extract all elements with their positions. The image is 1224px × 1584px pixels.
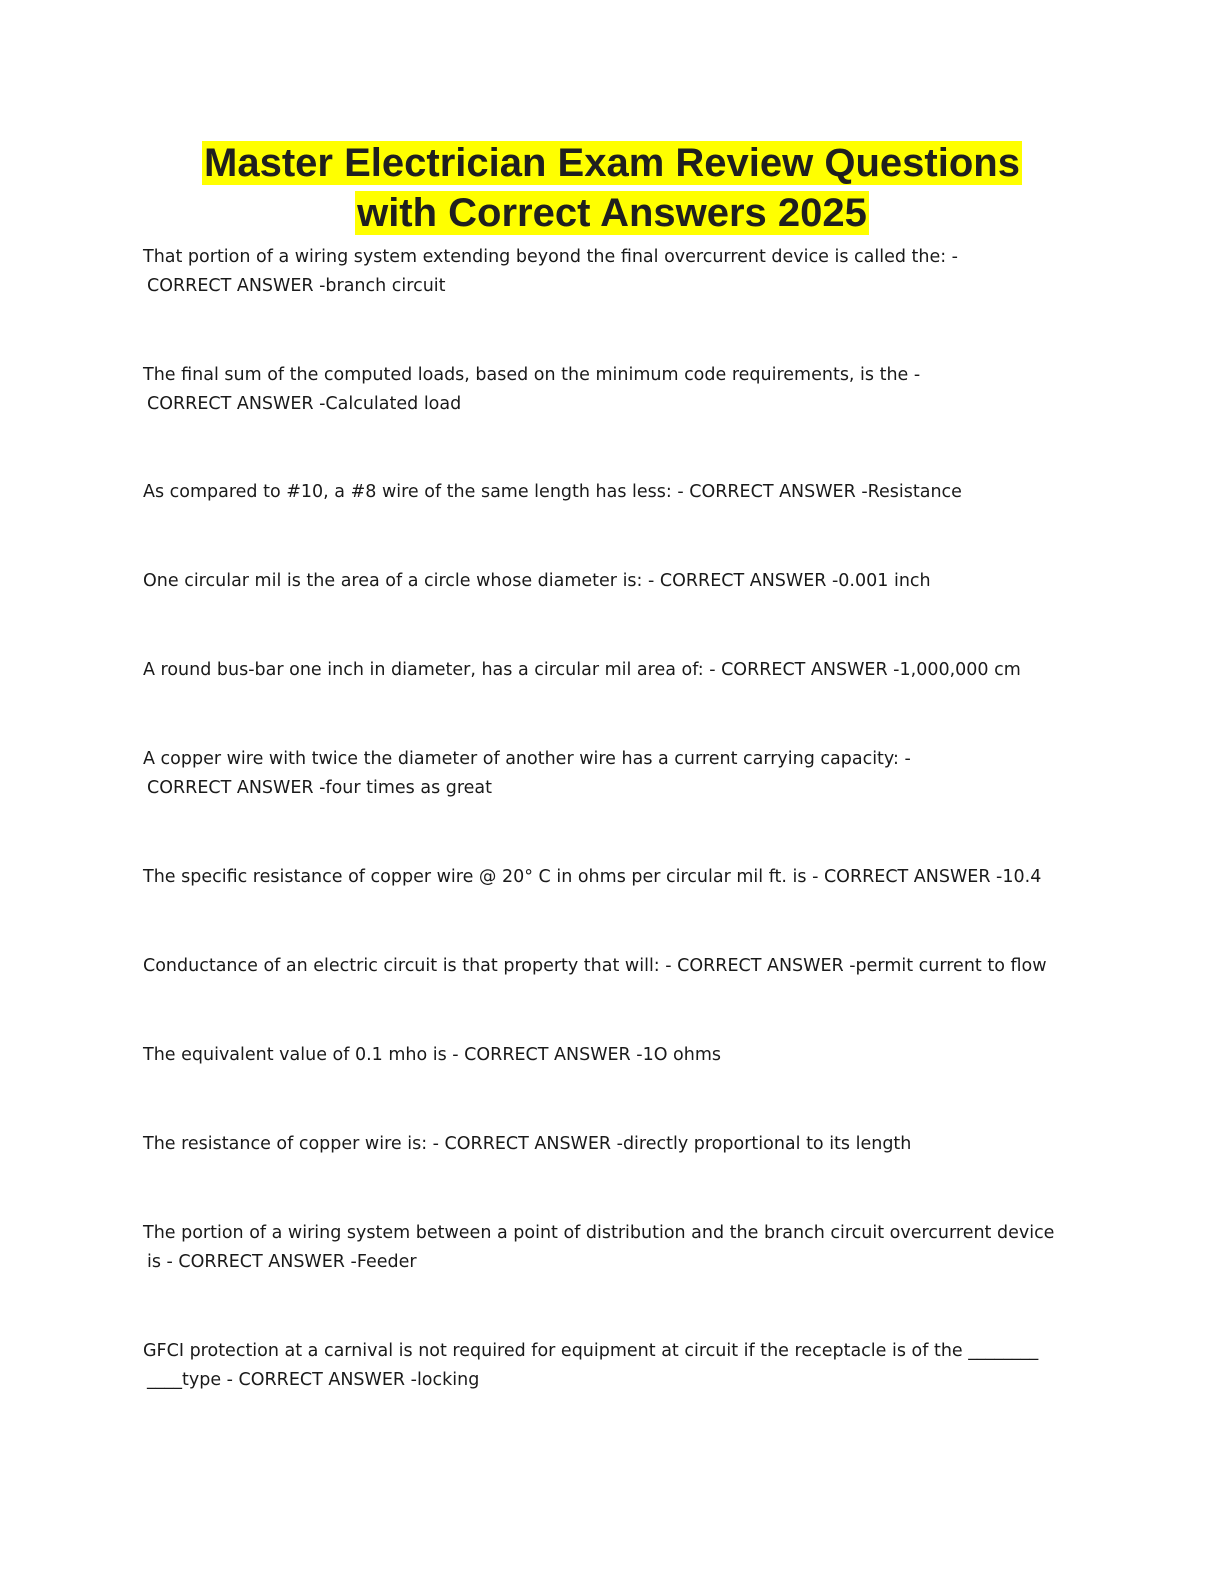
title-line-1: Master Electrician Exam Review Questions bbox=[204, 141, 1020, 185]
title-line-2: with Correct Answers 2025 bbox=[357, 191, 867, 235]
answer-text: CORRECT ANSWER -branch circuit bbox=[147, 276, 446, 296]
qa-item-12 bbox=[143, 1337, 1083, 1395]
question-text: A copper wire with twice the diameter of another wire has a current carrying capacity: - bbox=[143, 749, 911, 769]
qa-item-6 bbox=[143, 745, 1083, 803]
question-text: The final sum of the computed loads, based on the minimum code requirements, is the - bbox=[143, 365, 921, 385]
qa-item-10 bbox=[143, 1130, 1083, 1159]
qa-item-2 bbox=[143, 361, 1083, 419]
qa-item-1 bbox=[143, 243, 1083, 301]
answer-text: ____type - CORRECT ANSWER -locking bbox=[147, 1370, 480, 1390]
question-text: The equivalent value of 0.1 mho is - CORRECT ANSWER -1O ohms bbox=[143, 1045, 722, 1065]
question-text: GFCI protection at a carnival is not required for equipment at circuit if the receptacle is of the ________ bbox=[143, 1341, 1039, 1361]
qa-item-5 bbox=[143, 656, 1083, 685]
qa-item-9 bbox=[143, 1041, 1083, 1070]
qa-item-8 bbox=[143, 952, 1083, 981]
question-text: That portion of a wiring system extending beyond the final overcurrent device is called the: - bbox=[143, 247, 958, 267]
question-text: Conductance of an electric circuit is that property that will: - CORRECT ANSWER -permit current to flow bbox=[143, 956, 1047, 976]
question-text: A round bus-bar one inch in diameter, has a circular mil area of: - CORRECT ANSWER -1,000,000 cm bbox=[143, 660, 1021, 680]
question-text: One circular mil is the area of a circle whose diameter is: - CORRECT ANSWER -0.001 inch bbox=[143, 571, 931, 591]
question-text: The resistance of copper wire is: - CORRECT ANSWER -directly proportional to its length bbox=[143, 1134, 912, 1154]
question-text: As compared to #10, a #8 wire of the same length has less: - CORRECT ANSWER -Resistance bbox=[143, 482, 962, 502]
qa-item-4 bbox=[143, 567, 1083, 596]
answer-text: CORRECT ANSWER -four times as great bbox=[147, 778, 493, 798]
document-title bbox=[100, 138, 1124, 238]
answer-text: is - CORRECT ANSWER -Feeder bbox=[147, 1252, 417, 1272]
question-text: The specific resistance of copper wire @ 20° C in ohms per circular mil ft. is - CORRECT ANSWER -10.4 bbox=[143, 867, 1042, 887]
qa-item-11 bbox=[143, 1219, 1083, 1277]
answer-text: CORRECT ANSWER -Calculated load bbox=[147, 394, 462, 414]
qa-item-3 bbox=[143, 478, 1083, 507]
question-text: The portion of a wiring system between a point of distribution and the branch circuit overcurrent device bbox=[143, 1223, 1055, 1243]
qa-item-7 bbox=[143, 863, 1083, 892]
